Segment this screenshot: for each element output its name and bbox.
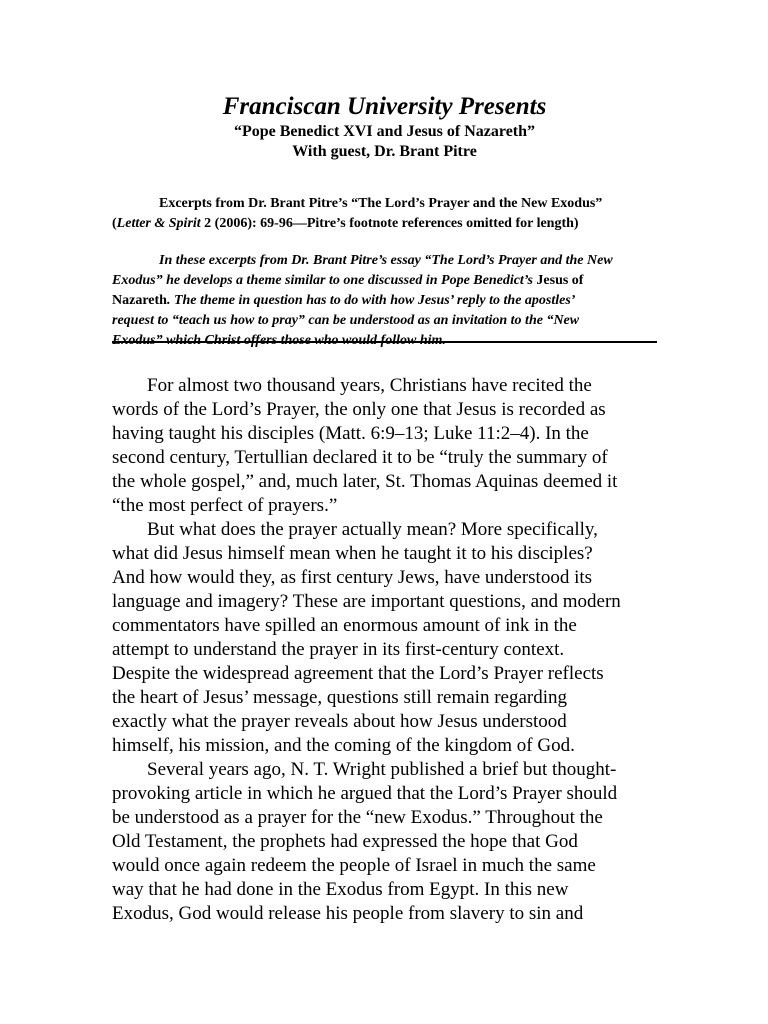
event-title: “Pope Benedict XVI and Jesus of Nazareth” [233, 123, 536, 140]
intro-line-2-text: Exodus” he develops a theme similar to one discussed in Pope Benedict’s [112, 273, 537, 288]
body-line: attempt to understand the prayer in its first-century context. [112, 639, 565, 660]
body-line: But what does the prayer actually mean? More specifically, [147, 519, 598, 540]
journal-name: Letter & Spirit [116, 216, 201, 231]
section-divider [112, 341, 657, 343]
body-line: Exodus, God would release his people from slavery to sin and [112, 903, 584, 924]
essay-body [112, 374, 657, 926]
body-line: provoking article in which he argued that the Lord’s Prayer should [112, 783, 618, 804]
body-line: would once again redeem the people of Israel in much the same [112, 855, 596, 876]
body-line: commentators have spilled an enormous amount of ink in the [112, 615, 577, 636]
excerpt-note-line-1: Excerpts from Dr. Brant Pitre’s “The Lord’s Prayer and the New Exodus” [159, 196, 603, 211]
intro-line-3 [112, 291, 657, 311]
body-line: the heart of Jesus’ message, questions still remain regarding [112, 687, 567, 708]
excerpt-source-note [112, 194, 657, 234]
body-line: words of the Lord’s Prayer, the only one that Jesus is recorded as [112, 399, 606, 420]
document-header [112, 92, 657, 162]
intro-line-4: request to “teach us how to pray” can be understood as an invitation to the “New [112, 313, 580, 328]
guest-line: With guest, Dr. Brant Pitre [292, 143, 477, 160]
body-line: be understood as a prayer for the “new Exodus.” Throughout the [112, 807, 603, 828]
intro-line-2 [112, 271, 657, 291]
intro-line-3-text: . The theme in question has to do with how Jesus’ reply to the apostles’ [166, 293, 576, 308]
body-line: “the most perfect of prayers.” [112, 495, 338, 516]
body-line: way that he had done in the Exodus from Egypt. In this new [112, 879, 569, 900]
document-title: Franciscan University Presents [222, 93, 547, 120]
intro-line-5: Exodus” which Christ offers those who would follow him. [112, 333, 446, 348]
intro-line-1: In these excerpts from Dr. Brant Pitre’s essay “The Lord’s Prayer and the New [159, 253, 613, 268]
body-line: having taught his disciples (Matt. 6:9–13; Luke 11:2–4). In the [112, 423, 589, 444]
body-line: second century, Tertullian declared it to be “truly the summary of [112, 447, 608, 468]
excerpt-note-citation: 2 (2006): 69-96—Pitre’s footnote references omitted for length) [200, 216, 579, 231]
body-line: exactly what the prayer reveals about how Jesus understood [112, 711, 567, 732]
body-line: Despite the widespread agreement that the Lord’s Prayer reflects [112, 663, 604, 684]
body-line: the whole gospel,” and, much later, St. Thomas Aquinas deemed it [112, 471, 618, 492]
body-line: what did Jesus himself mean when he taught it to his disciples? [112, 543, 593, 564]
excerpt-note-line-2 [112, 214, 657, 234]
body-line: And how would they, as first century Jews, have understood its [112, 567, 593, 588]
body-line: himself, his mission, and the coming of the kingdom of God. [112, 735, 575, 756]
body-line: Old Testament, the prophets had expressed the hope that God [112, 831, 578, 852]
body-line: language and imagery? These are important questions, and modern [112, 591, 621, 612]
intro-summary [112, 251, 657, 351]
body-line: For almost two thousand years, Christians have recited the [147, 375, 592, 396]
body-line: Several years ago, N. T. Wright published a brief but thought- [147, 759, 617, 780]
book-title-part-2: Nazareth [112, 293, 167, 308]
excerpt-note-paren: ( [112, 216, 117, 231]
book-title-part-1: Jesus of [536, 273, 584, 288]
